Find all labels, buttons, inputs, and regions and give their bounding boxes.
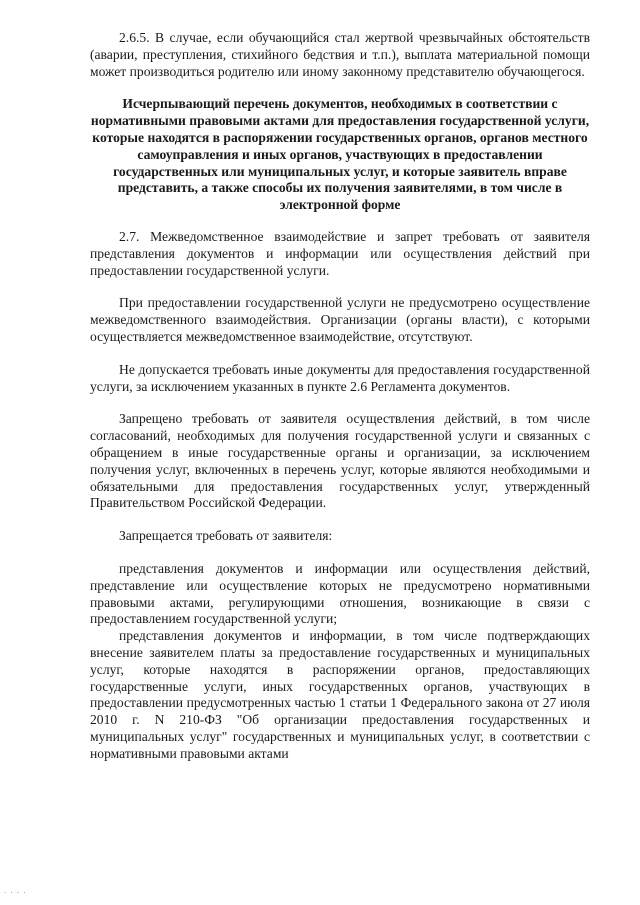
- document-content: [90, 30, 590, 762]
- list-item-documents-not-required: представления документов и информации или осуществления действий, представление или осуществление которых не предусмотрено нормативными правовыми актами, регулирующими отношения, возникающие в связи с предоставлением государственной услуги;: [90, 560, 590, 627]
- paragraph-prohibited-actions: Запрещено требовать от заявителя осуществления действий, в том числе согласований, необходимых для получения государственной услуги и связанных с обращением в иные государственные органы и организации, за исключением получения услуг, включенных в перечень услуг, которые являются необходимыми и обязательными для предоставления государственных услуг, утвержденный Правительством Российской Федерации.: [90, 411, 590, 511]
- scan-artifact-marks: · · · ·: [4, 889, 27, 897]
- paragraph-prohibited-intro: Запрещается требовать от заявителя:: [119, 528, 333, 544]
- section-heading: Исчерпывающий перечень документов, необходимых в соответствии с нормативными правовыми актами для предоставления государственной услуги, которые находятся в распоряжении государственных органов, органов местного самоуправления и иных органов, участвующих в предоставлении государственных или муниципальных услуг, и которые заявитель вправе представить, а также способы их получения заявителями, в том числе в электронной форме: [90, 96, 590, 213]
- list-item-documents-in-possession: представления документов и информации, в том числе подтверждающих внесение заявителем платы за предоставление государственных и муниципальных услуг, которые находятся в распоряжении органов, предоставляющих государственные услуги, иных государственных органов, участвующих в предоставлении предусмотренных частью 1 статьи 1 Федерального закона от 27 июля 2010 г. N 210-ФЗ "Об организации предоставления государственных и муниципальных услуг" государственных и муниципальных услуг, в соответствии с нормативными правовыми актами: [90, 628, 590, 761]
- paragraph-no-interagency: При предоставлении государственной услуги не предусмотрено осуществление межведомственного взаимодействия. Организации (органы власти), с которыми осуществляется межведомственное взаимодействие, отсутствуют.: [90, 295, 590, 344]
- paragraph-2-6-5: 2.6.5. В случае, если обучающийся стал жертвой чрезвычайных обстоятельств (аварии, преступления, стихийного бедствия и т.п.), выплата материальной помощи может производиться родителю или иному законному представителю обучающегося.: [90, 30, 590, 79]
- paragraph-no-extra-documents: Не допускается требовать иные документы для предоставления государственной услуги, за исключением указанных в пункте 2.6 Регламента документов.: [90, 361, 590, 394]
- paragraph-2-7: 2.7. Межведомственное взаимодействие и запрет требовать от заявителя представления документов и информации или осуществления действий при предоставлении государственной услуги.: [90, 228, 590, 278]
